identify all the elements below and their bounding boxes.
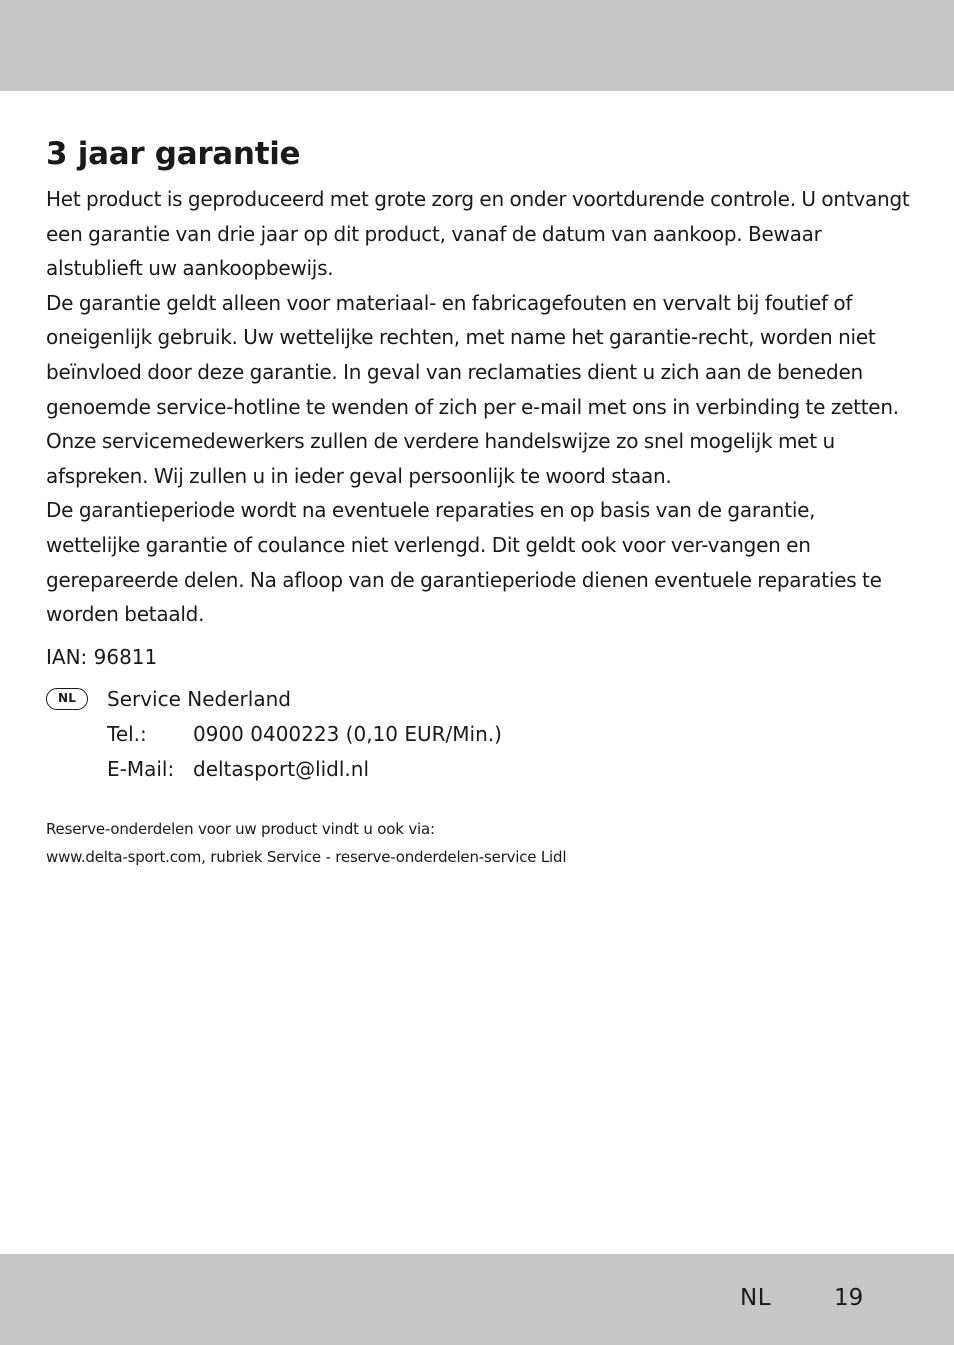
paragraph-coverage: De garantie geldt alleen voor materiaal- en fabricagefouten en vervalt bij foutief of oneigenlijk gebruik. Uw wettelijke rechten, met name het garantie-recht, worden niet beïnvloed door deze garantie. In geval van reclamaties dient u zich aan de beneden genoemde service-hotline te wenden of zich per e-mail met ons in verbinding te zetten. Onze servicemedewerkers zullen de verdere handelswijze zo snel mogelijk met u afspreken. Wij zullen u in ieder geval persoonlijk te woord staan. [46,290,899,488]
country-badge: NL [46,688,88,710]
tel-label: Tel.: [107,722,147,747]
spare-parts-line: Reserve-onderdelen voor uw product vindt u ook via: [46,820,435,839]
footer-language: NL [740,1285,772,1311]
page-number: 19 [834,1285,864,1311]
email-value: deltasport@lidl.nl [193,757,370,782]
warranty-section [46,134,912,871]
spare-parts-url-line: www.delta-sport.com, rubriek Service - reserve-onderdelen-service Lidl [46,848,567,867]
service-name: Service Nederland [107,687,291,712]
header-bar [0,0,954,91]
paragraph-intro: Het product is geproduceerd met grote zorg en onder voortdurende controle. U ontvangt een garantie van drie jaar op dit product, vanaf de datum van aankoop. Bewaar alstublieft uw aankoopbewijs. [46,187,910,281]
page-title: 3 jaar garantie [46,136,301,172]
footer-bar [0,1254,954,1345]
ian-number: IAN: 96811 [46,644,158,669]
paragraph-period: De garantieperiode wordt na eventuele reparaties en op basis van de garantie, wettelijke garantie of coulance niet verlengd. Dit geldt ook voor ver-vangen en gerepareerde delen. Na afloop van de garantieperiode dienen eventuele reparaties te worden betaald. [46,498,882,627]
spare-parts-note [46,815,912,871]
tel-value: 0900 0400223 (0,10 EUR/Min.) [193,722,502,747]
email-label: E-Mail: [107,757,175,782]
service-block [46,682,912,787]
